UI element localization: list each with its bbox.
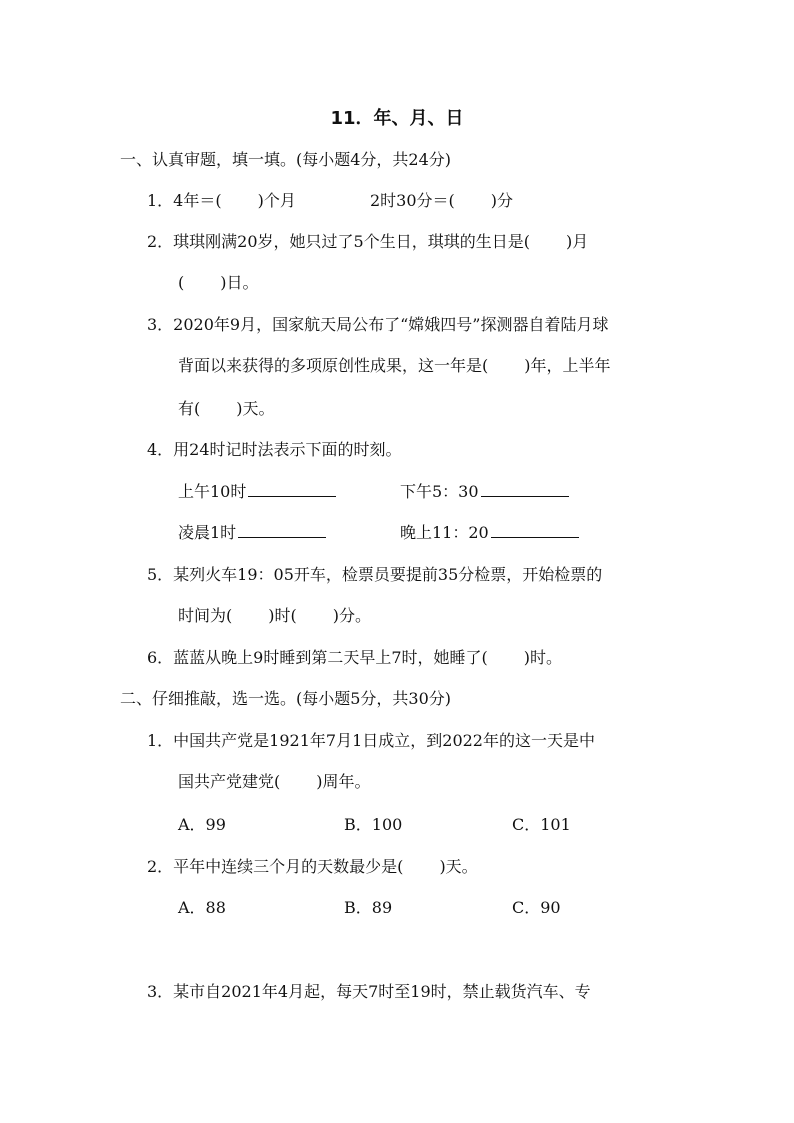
section-2-heading: 二、仔细推敲，选一选。(每小题5分，共30分)	[120, 689, 452, 708]
q1-3-line2a: 背面以来获得的多项原创性成果，这一年是(	[178, 356, 489, 375]
q1-1-part-b: 2时30分＝(	[370, 191, 455, 210]
answer-underline[interactable]	[248, 480, 336, 497]
time-label: 晚上11：20	[400, 523, 489, 542]
time-label: 上午10时	[178, 482, 247, 501]
q1-2-line1b: )月	[565, 232, 589, 251]
q1-5-line2c: )分。	[332, 606, 371, 625]
q2-1-line2a: 国共产党建党(	[178, 772, 281, 791]
q2-2-part-a: 2．平年中连续三个月的天数最少是(	[147, 857, 404, 876]
q1-5-line2b: )时(	[268, 606, 297, 625]
q1-6-part-b: )时。	[523, 648, 563, 667]
option-a[interactable]: A．99	[178, 815, 226, 834]
option-b[interactable]: B．89	[344, 898, 393, 917]
option-c[interactable]: C．90	[512, 898, 561, 917]
time-item-3	[178, 521, 326, 545]
question-2-3: 3．某市自2021年4月起，每天7时至19时，禁止载货汽车、专	[147, 982, 591, 1001]
q2-1-line2b: )周年。	[316, 772, 371, 791]
question-1-1-second	[370, 189, 513, 213]
q1-2-line2b: )日。	[220, 273, 259, 292]
question-1-3-line3	[178, 397, 275, 421]
page-title: 11．年、月、日	[330, 108, 464, 129]
question-1-2	[147, 230, 588, 254]
question-1-4: 4．用24时记时法表示下面的时刻。	[147, 440, 402, 459]
q1-6-part-a: 6．蓝蓝从晚上9时睡到第二天早上7时，她睡了(	[147, 648, 488, 667]
question-1-1	[147, 189, 296, 213]
answer-underline[interactable]	[238, 521, 326, 538]
time-item-4	[400, 521, 579, 545]
time-label: 下午5：30	[400, 482, 479, 501]
question-1-5: 5．某列火车19：05开车，检票员要提前35分检票，开始检票的	[147, 565, 603, 584]
question-1-5-line2	[178, 604, 371, 628]
q1-3-line3b: )天。	[236, 399, 275, 418]
question-2-2	[147, 855, 478, 879]
answer-underline[interactable]	[481, 480, 569, 497]
question-1-3-line2	[178, 354, 611, 378]
section-1-heading: 一、认真审题，填一填。(每小题4分，共24分)	[120, 150, 452, 169]
q1-1-part-b2: )分	[490, 191, 514, 210]
q2-2-part-b: )天。	[439, 857, 478, 876]
question-2-1-line2	[178, 770, 371, 794]
option-a[interactable]: A．88	[178, 898, 226, 917]
q1-3-line2b: )年，上半年	[524, 356, 611, 375]
q1-1-part-a: 1．4年＝(	[147, 191, 222, 210]
question-1-3: 3．2020年9月，国家航天局公布了“嫦娥四号”探测器自着陆月球	[147, 315, 609, 334]
time-item-1	[178, 480, 336, 504]
q1-2-line1a: 2．琪琪刚满20岁，她只过了5个生日，琪琪的生日是(	[147, 232, 530, 251]
question-1-6	[147, 646, 562, 670]
option-c[interactable]: C．101	[512, 815, 571, 834]
question-1-2-cont	[178, 271, 259, 295]
question-2-1: 1．中国共产党是1921年7月1日成立，到2022年的这一天是中	[147, 731, 595, 750]
answer-underline[interactable]	[491, 521, 579, 538]
q1-2-line2a: (	[178, 273, 185, 292]
q1-5-line2a: 时间为(	[178, 606, 233, 625]
q1-1-part-a2: )个月	[257, 191, 296, 210]
time-item-2	[400, 480, 569, 504]
q1-3-line3a: 有(	[178, 399, 201, 418]
option-b[interactable]: B．100	[344, 815, 403, 834]
time-label: 凌晨1时	[178, 523, 237, 542]
